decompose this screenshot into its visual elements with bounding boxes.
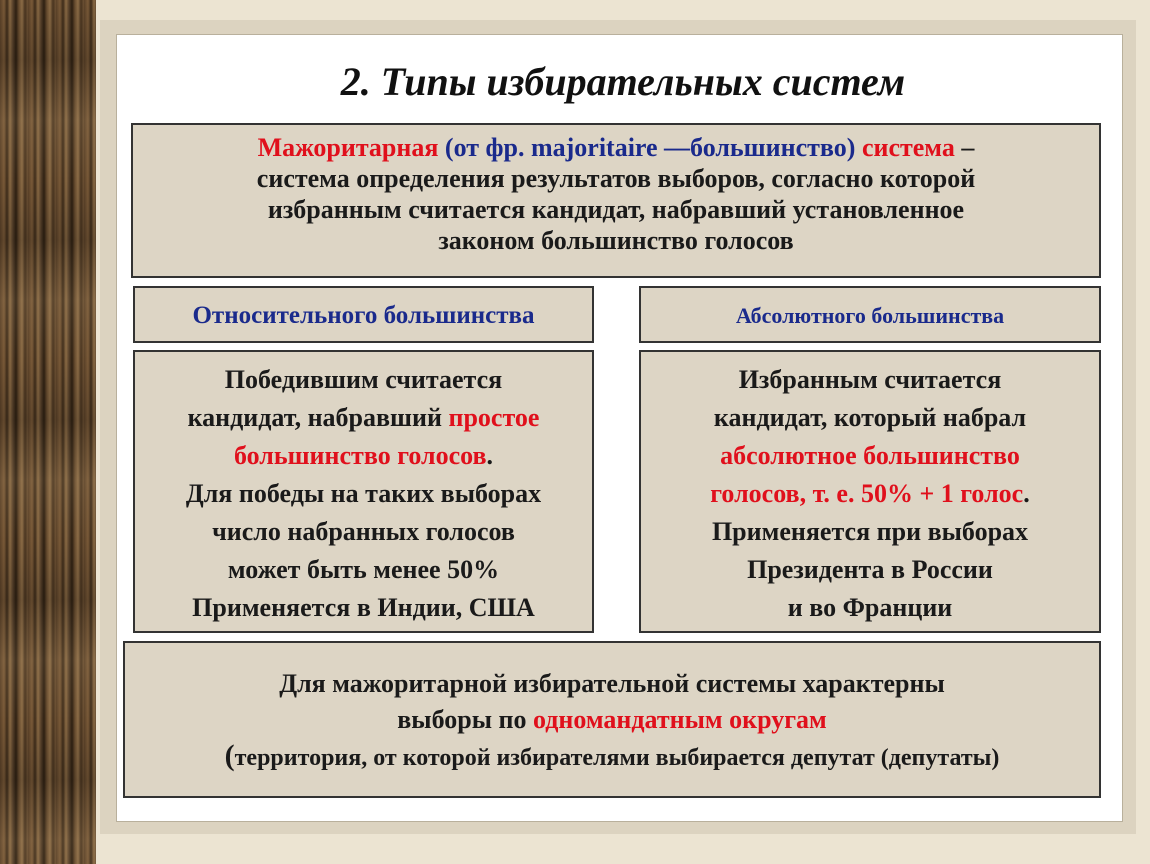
bottom-line-2 (125, 702, 1099, 738)
absolute-line-4-period: . (1023, 479, 1030, 508)
definition-line-4: законом большинство голосов (438, 226, 794, 255)
relative-line-3-highlight: большинство голосов (233, 441, 487, 470)
single-member-districts-box (123, 641, 1101, 798)
definition-box (131, 123, 1101, 278)
definition-line-2: система определения результатов выборов, согласно которой (256, 164, 976, 193)
absolute-majority-box (639, 350, 1101, 633)
relative-line-3 (135, 437, 592, 475)
relative-line-2 (135, 399, 592, 437)
absolute-line-3: абсолютное большинство (720, 441, 1020, 470)
definition-term: Мажоритарная (257, 133, 439, 162)
bottom-line-1: Для мажоритарной избирательной системы характерны (279, 669, 945, 698)
definition-dash: – (954, 133, 975, 162)
decorative-wood-stripe (0, 0, 96, 864)
relative-line-5: число набранных голосов (212, 517, 515, 546)
absolute-line-7: и во Франции (787, 593, 953, 622)
bottom-line-3-text: территория, от которой избирателями выбирается депутат (депутаты) (234, 745, 1000, 771)
relative-line-3-period: . (486, 441, 494, 470)
absolute-line-6: Президента в России (747, 555, 993, 584)
relative-line-1: Победившим считается (224, 365, 503, 394)
bottom-line-2-highlight: одномандатным округам (532, 705, 827, 734)
absolute-line-4 (641, 475, 1099, 513)
relative-line-7: Применяется в Индии, США (192, 593, 535, 622)
bottom-line-2-text: выборы по (397, 705, 533, 734)
definition-line-1 (133, 132, 1099, 163)
absolute-line-1: Избранным считается (738, 365, 1002, 394)
slide-title: 2. Типы избирательных систем (340, 59, 906, 104)
definition-system-word: система (861, 133, 955, 162)
relative-majority-heading: Относительного большинства (133, 286, 594, 343)
absolute-line-4-highlight: голосов, т. е. 50% + 1 голос (710, 479, 1024, 508)
relative-line-4: Для победы на таких выборах (185, 479, 542, 508)
definition-line-3: избранным считается кандидат, набравший установленное (267, 195, 965, 224)
absolute-majority-heading: Абсолютного большинства (639, 286, 1101, 343)
relative-line-6: может быть менее 50% (227, 555, 500, 584)
relative-line-2-highlight: простое (448, 403, 540, 432)
absolute-line-5: Применяется при выборах (711, 517, 1029, 546)
bottom-open-paren: ( (224, 739, 235, 772)
relative-majority-box (133, 350, 594, 633)
bottom-line-3 (125, 738, 1099, 776)
relative-line-2-text: кандидат, набравший (187, 403, 449, 432)
absolute-line-2: кандидат, который набрал (713, 403, 1027, 432)
definition-origin: (от фр. majoritaire —большинство) (438, 133, 862, 162)
